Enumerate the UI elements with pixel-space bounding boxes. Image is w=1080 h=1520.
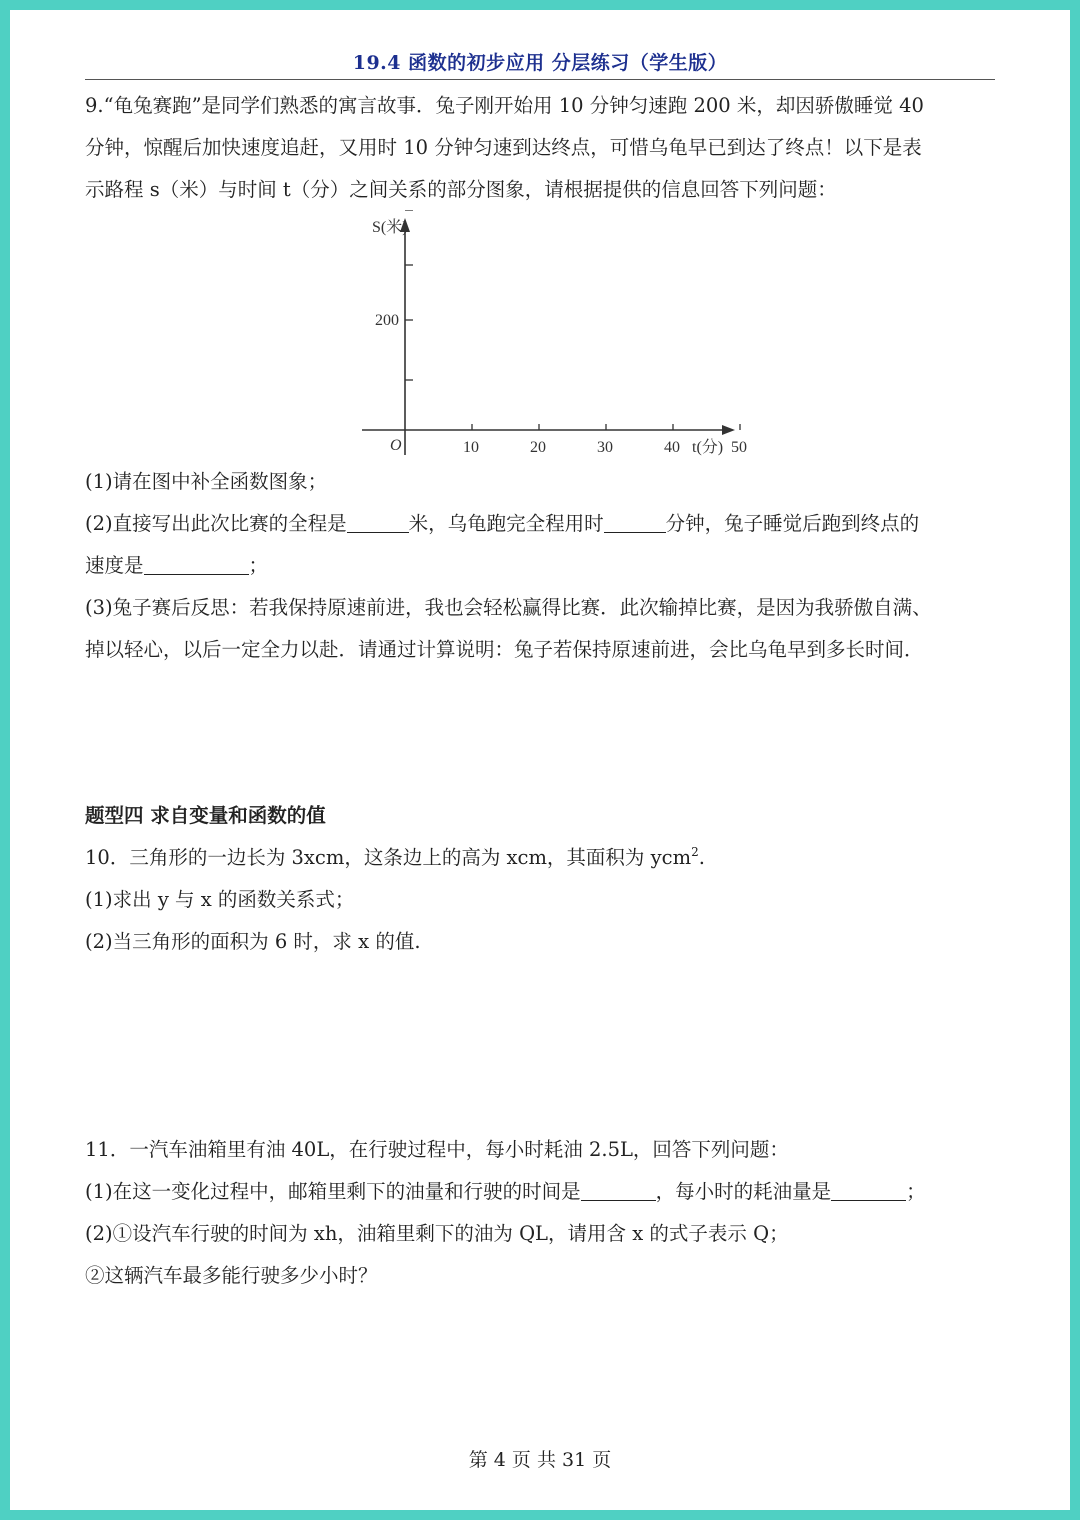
x-tick-label: 50: [731, 439, 747, 456]
x-axis-arrow: [722, 425, 735, 435]
q9-part-2: (2)直接写出此次比赛的全程是 米，乌龟跑完全程用时 分钟，兔子睡觉后跑到终点的: [85, 512, 920, 535]
page-header-title: 19.4 函数的初步应用 分层练习（学生版）: [352, 52, 728, 74]
q11-part-2: (2)①设汽车行驶的时间为 xh，油箱里剩下的油为 QL，请用含 x 的式子表示 Q；: [85, 1222, 789, 1245]
blank-variables[interactable]: [581, 1180, 656, 1201]
q10-part-2: (2)当三角形的面积为 6 时，求 x 的值.: [85, 930, 421, 953]
origin-label: O: [390, 437, 402, 454]
y-tick-label: 200: [375, 312, 399, 329]
header-divider: [85, 79, 995, 80]
q9-part-2-cont: 速度是 ；: [85, 554, 269, 577]
q11-part-1: (1)在这一变化过程中，邮箱里剩下的油量和行驶的时间是 ，每小时的耗油量是 ；: [85, 1180, 926, 1203]
blank-total-distance[interactable]: [347, 512, 409, 533]
blank-tortoise-time[interactable]: [604, 512, 666, 533]
section-4-title: 题型四 求自变量和函数的值: [85, 804, 326, 827]
blank-hourly-consumption[interactable]: [831, 1180, 906, 1201]
distance-time-chart: [350, 210, 750, 470]
worksheet-page: [10, 10, 1070, 1510]
q9-part-1: (1)请在图中补全函数图象；: [85, 470, 328, 493]
x-tick-label: 20: [530, 439, 546, 456]
q9-line-2: 分钟，惊醒后加快速度追赶，又用时 10 分钟匀速到达终点，可惜乌龟早已到达了终点！以下是表: [85, 136, 922, 159]
q11-line-1: 11．一汽车油箱里有油 40L，在行驶过程中，每小时耗油 2.5L，回答下列问题：: [85, 1138, 789, 1161]
q10-line-1: 10．三角形的一边长为 3xcm，这条边上的高为 xcm，其面积为 ycm$^2$.: [85, 845, 705, 869]
x-axis-label: t(分): [692, 439, 724, 456]
y-axis-label: S(米): [372, 219, 408, 236]
q9-part-3-line-1: (3)兔子赛后反思：若我保持原速前进，我也会轻松赢得比赛．此次输掉比赛，是因为我骄傲自满、: [85, 596, 932, 619]
q9-line-1: 9.“龟兔赛跑”是同学们熟悉的寓言故事．兔子刚开始用 10 分钟匀速跑 200 米，却因骄傲睡觉 40: [85, 94, 924, 117]
q10-part-1: (1)求出 y 与 x 的函数关系式；: [85, 888, 355, 911]
q9-line-3: 示路程 s（米）与时间 t（分）之间关系的部分图象，请根据提供的信息回答下列问题：: [85, 178, 837, 201]
blank-rabbit-speed[interactable]: [144, 554, 249, 575]
x-tick-label: 30: [597, 439, 613, 456]
q11-part-3: ②这辆汽车最多能行驶多少小时？: [85, 1264, 378, 1287]
page-footer: 第 4 页 共 31 页: [468, 1449, 612, 1471]
x-tick-label: 10: [463, 439, 479, 456]
x-tick-label: 40: [664, 439, 680, 456]
q9-part-3-line-2: 掉以轻心，以后一定全力以赴．请通过计算说明：兔子若保持原速前进，会比乌龟早到多长时间．: [85, 638, 924, 661]
